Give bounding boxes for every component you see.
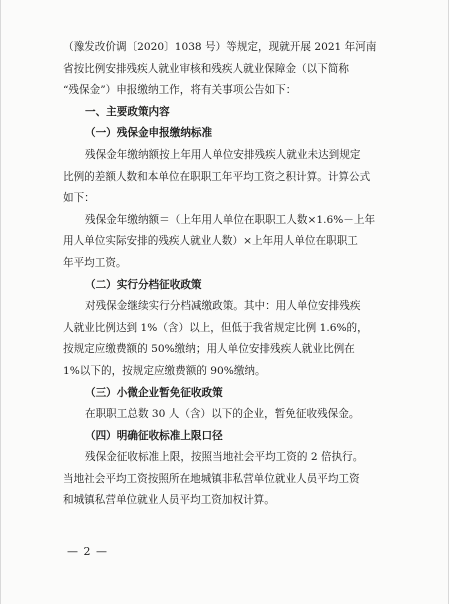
formula-line: 用人单位实际安排的残疾人就业人数）×上年用人单位在职职工 xyxy=(63,235,358,248)
subsection-heading: （二）实行分档征收政策 xyxy=(85,278,202,291)
paragraph-line: （豫发改价调〔2020〕1038 号）等规定，现就开展 2021 年河南 xyxy=(63,41,377,53)
subsection-heading: （四）明确征收标准上限口径 xyxy=(85,429,223,442)
formula-line: 残保金年缴纳额＝（上年用人单位在职职工人数×1.6%－上年 xyxy=(85,213,376,226)
paragraph-line: 对残保金继续实行分档减缴政策。其中：用人单位安排残疾 xyxy=(85,300,361,313)
page-number: — 2 — xyxy=(67,545,108,558)
paragraph-line: 人就业比例达到 1%（含）以上，但低于我省规定比例 1.6%的， xyxy=(63,321,368,334)
paragraph-line: 省按比例安排残疾人就业审核和残疾人就业保障金（以下简称 xyxy=(63,62,350,75)
document-body xyxy=(63,37,385,512)
formula-line: 年平均工资。 xyxy=(63,256,127,269)
paragraph-line: 1%以下的，按规定应缴费额的 90%缴纳。 xyxy=(63,364,266,377)
paragraph-line: 如下： xyxy=(63,192,95,205)
section-heading: 一、主要政策内容 xyxy=(85,105,170,118)
paragraph-line: 和城镇私营单位就业人员平均工资加权计算。 xyxy=(63,494,275,507)
paragraph-line: 残保金年缴纳额按上年用人单位安排残疾人就业未达到规定 xyxy=(85,148,361,161)
paragraph-line: 按规定应缴费额的 50%缴纳；用人单位安排残疾人就业比例在 xyxy=(63,343,355,356)
paragraph-line: 残保金征收标准上限，按照当地社会平均工资的 2 倍执行。 xyxy=(85,451,364,464)
paragraph-line: 当地社会平均工资按照所在地城镇非私营单位就业人员平均工资 xyxy=(63,472,360,485)
subsection-heading: （三）小微企业暂免征收政策 xyxy=(85,386,223,399)
paragraph-line: 在职职工总数 30 人（含）以下的企业，暂免征收残保金。 xyxy=(85,408,360,421)
paragraph-line: 比例的差额人数和本单位在职职工年平均工资之积计算。计算公式 xyxy=(63,170,371,183)
subsection-heading: （一）残保金申报缴纳标准 xyxy=(85,127,213,140)
paragraph-line: “残保金”）申报缴纳工作，将有关事项公告如下： xyxy=(63,84,297,97)
